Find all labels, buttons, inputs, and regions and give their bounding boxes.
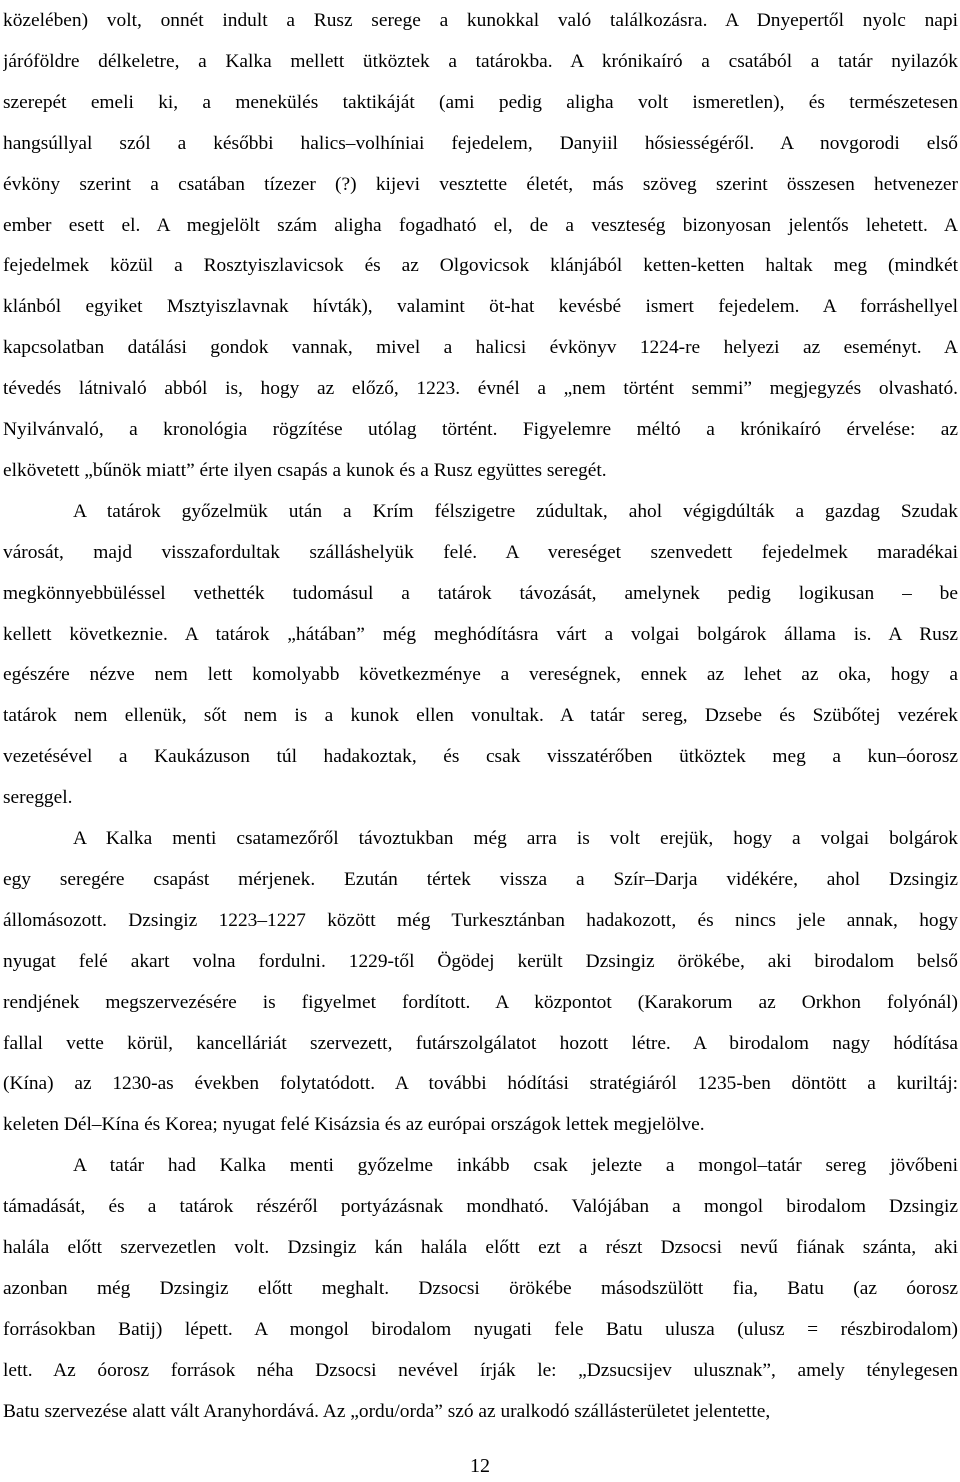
text-line: vezetésével a Kaukázuson túl hadakoztak, és csak visszatérőben ütköztek meg a kun–óorosz xyxy=(3,746,958,768)
text-line: rendjének megszervezésére is figyelmet fordított. A központot (Karakorum az Orkhon folyónál) xyxy=(3,991,958,1013)
text-line: hangsúllyal szól a későbbi halics–volhíniai fejedelem, Danyiil hősiességéről. A novgorodi első xyxy=(3,132,958,154)
text-line: évköny szerint a csatában tízezer (?) kijevi vesztette életét, más szöveg szerint összesen hetvenezer xyxy=(3,173,958,195)
text-line: sereggel. xyxy=(3,787,73,809)
text-line: elkövetett „bűnök miatt” érte ilyen csapás a kunok és a Rusz együttes seregét. xyxy=(3,459,607,481)
text-line: egészére nézve nem lett komolyabb következménye a vereségnek, ennek az lehet az oka, hogy a xyxy=(3,664,958,686)
text-line: Batu szervezése alatt vált Aranyhordává. Az „ordu/orda” szó az uralkodó szállásterületet jelentette, xyxy=(3,1400,771,1422)
text-line: fejedelmek közül a Rosztyiszlavicsok és az Olgovicsok klánjából ketten-ketten haltak meg (mindkét xyxy=(3,255,958,277)
text-line: azonban még Dzsingiz előtt meghalt. Dzsocsi örökébe másodszülött fia, Batu (az óorosz xyxy=(3,1277,958,1299)
text-line: A tatár had Kalka menti győzelme inkább csak jelezte a mongol–tatár sereg jövőbeni xyxy=(73,1155,958,1177)
text-line: fallal vette körül, kancelláriát szervezett, futárszolgálatot hozott létre. A birodalom nagy hódítása xyxy=(3,1032,958,1054)
text-line: A tatárok győzelmük után a Krím félszigetre zúdultak, ahol végigdúlták a gazdag Szudak xyxy=(73,500,958,522)
text-line: Nyilvánvaló, a kronológia rögzítése utólag történt. Figyelemre méltó a krónikaíró érvelése: az xyxy=(3,419,958,440)
text-line: tatárok nem ellenük, sőt nem is a kunok ellen vonultak. A tatár sereg, Dzsebe és Szübőtej vezérek xyxy=(3,705,958,727)
text-line: közelében) volt, onnét indult a Rusz serege a kunokkal való találkozásra. A Dnyepertől nyolc napi xyxy=(3,10,958,31)
text-line: (Kína) az 1230-as években folytatódott. A további hódítási stratégiáról 1235-ben döntött a kuriltáj: xyxy=(3,1073,958,1095)
text-line: városát, majd visszafordultak szálláshelyük felé. A vereséget szenvedett fejedelmek maradékai xyxy=(3,541,958,563)
text-line: egy seregére csapást mérjenek. Ezután tértek vissza a Szír–Darja vidékére, ahol Dzsingiz xyxy=(3,868,958,890)
text-line: nyugat felé akart volna fordulni. 1229-től Ögödej került Dzsingiz örökébe, aki birodalom belső xyxy=(3,950,958,972)
text-line: A Kalka menti csatamezőről távoztukban még arra is volt erejük, hogy a volgai bolgárok xyxy=(73,828,958,849)
text-line: szerepét emeli ki, a menekülés taktikáját (ami pedig aligha volt ismeretlen), és természetesen xyxy=(3,91,958,113)
text-line: támadását, és a tatárok részéről portyázásnak mondható. Valójában a mongol birodalom Dzsingiz xyxy=(3,1196,958,1218)
page-number: 12 xyxy=(470,1455,490,1477)
text-line: kapcsolatban datálási gondok vannak, mivel a halicsi évkönyv 1224-re helyezi az eseményt. A xyxy=(3,337,958,359)
text-line: állomásozott. Dzsingiz 1223–1227 között még Turkesztánban hadakozott, és nincs jele annak, hogy xyxy=(3,909,958,931)
text-line: lett. Az óorosz források néha Dzsocsi nevével írják le: „Dzsucsijev ulusznak”, amely ténylegesen xyxy=(3,1359,958,1381)
text-line: klánból egyiket Msztyiszlavnak hívták), valamint öt-hat kevésbé ismert fejedelem. A forráshellyel xyxy=(3,296,958,318)
text-line: keleten Dél–Kína és Korea; nyugat felé Kisázsia és az európai országok lettek megjelölve. xyxy=(3,1114,705,1136)
text-line: forrásokban Batij) lépett. A mongol birodalom nyugati fele Batu ulusza (ulusz = részbirodalom) xyxy=(3,1318,958,1340)
text-line: ember esett el. A megjelölt szám aligha fogadható el, de a veszteség bizonyosan jelentős lehetett. A xyxy=(3,214,958,236)
text-line: tévedés látnivaló abból is, hogy az előző, 1223. évnél a „nem történt semmi” megjegyzés olvasható. xyxy=(3,378,958,400)
text-line: megkönnyebbüléssel vethették tudomásul a tatárok távozását, amelynek pedig logikusan – be xyxy=(3,582,958,604)
text-line: halála előtt szervezetlen volt. Dzsingiz kán halála előtt ezt a részt Dzsocsi nevű fiának szánta, aki xyxy=(3,1237,958,1258)
text-line: járóföldre délkeletre, a Kalka mellett ütköztek a tatárokba. A krónikaíró a csatából a tatár nyilazók xyxy=(3,50,958,72)
text-line: kellett következnie. A tatárok „hátában” még meghódításra várt a volgai bolgárok állama is. A Rusz xyxy=(3,623,958,645)
